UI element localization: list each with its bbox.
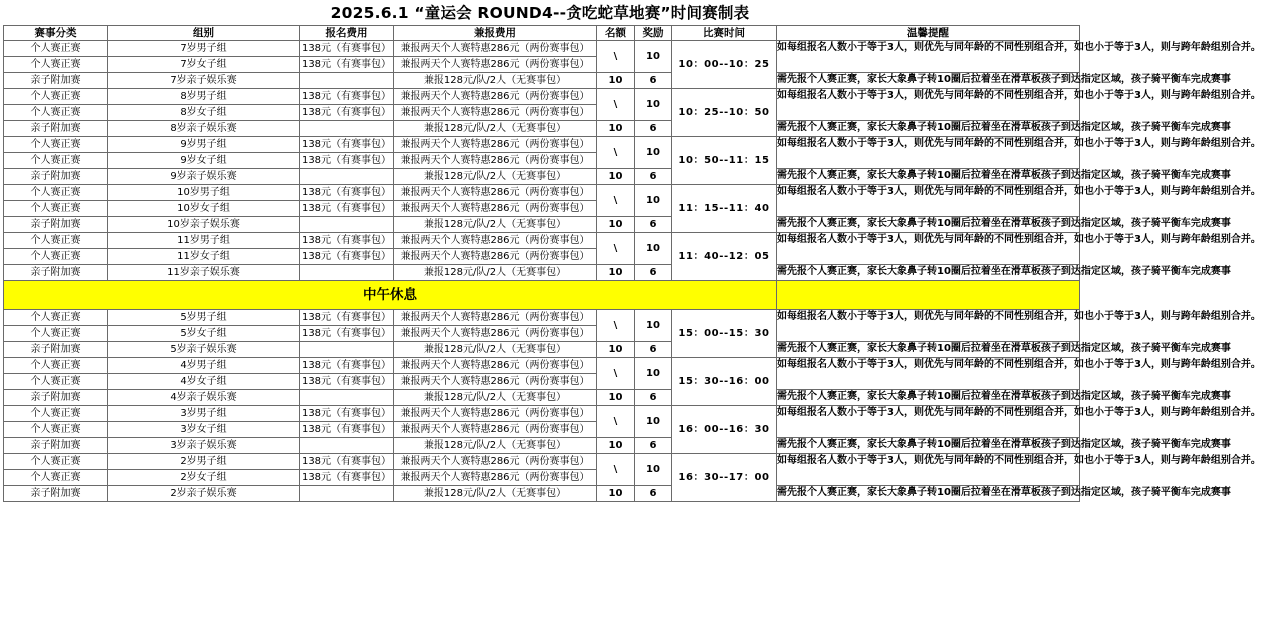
category-cell: 个人赛正赛	[4, 89, 108, 105]
quota-cell: \	[597, 137, 635, 169]
group-cell: 4岁亲子娱乐赛	[108, 390, 300, 406]
extra-fee-cell: 兼报两天个人赛特惠286元（两份赛事包）	[394, 153, 597, 169]
quota-cell: \	[597, 185, 635, 217]
tip-family-cell: 需先报个人赛正赛，家长大象鼻子转10圈后拉着坐在滑草板孩子到达指定区域，孩子骑平衡车完成赛事	[777, 438, 1080, 454]
quota-cell: 10	[597, 390, 635, 406]
table-row	[4, 310, 1080, 326]
table-row	[4, 406, 1080, 422]
reward-cell: 10	[635, 454, 672, 486]
col-header-reward: 奖励	[635, 26, 672, 41]
tip-family-cell: 需先报个人赛正赛，家长大象鼻子转10圈后拉着坐在滑草板孩子到达指定区域，孩子骑平衡车完成赛事	[777, 169, 1080, 185]
group-cell: 10岁女子组	[108, 201, 300, 217]
group-cell: 2岁男子组	[108, 454, 300, 470]
reward-cell: 10	[635, 358, 672, 390]
extra-fee-cell: 兼报128元/队/2人（无赛事包）	[394, 265, 597, 281]
tip-family-cell: 需先报个人赛正赛，家长大象鼻子转10圈后拉着坐在滑草板孩子到达指定区域，孩子骑平衡车完成赛事	[777, 486, 1080, 502]
group-cell: 4岁男子组	[108, 358, 300, 374]
quota-cell: 10	[597, 438, 635, 454]
fee-cell: 138元（有赛事包）	[300, 57, 394, 73]
fee-cell	[300, 486, 394, 502]
fee-cell	[300, 265, 394, 281]
time-cell: 15：30--16：00	[672, 358, 777, 406]
tip-family-cell: 需先报个人赛正赛，家长大象鼻子转10圈后拉着坐在滑草板孩子到达指定区域，孩子骑平衡车完成赛事	[777, 73, 1080, 89]
fee-cell: 138元（有赛事包）	[300, 233, 394, 249]
lunch-break-tip-blank	[777, 281, 1080, 310]
table-row	[4, 358, 1080, 374]
category-cell: 个人赛正赛	[4, 470, 108, 486]
tip-family-cell: 需先报个人赛正赛，家长大象鼻子转10圈后拉着坐在滑草板孩子到达指定区域，孩子骑平衡车完成赛事	[777, 342, 1080, 358]
quota-cell: \	[597, 358, 635, 390]
group-cell: 9岁男子组	[108, 137, 300, 153]
category-cell: 个人赛正赛	[4, 406, 108, 422]
quota-cell: \	[597, 89, 635, 121]
quota-cell: 10	[597, 265, 635, 281]
time-cell: 15：00--15：30	[672, 310, 777, 358]
time-cell: 11：15--11：40	[672, 185, 777, 233]
tip-individual-cell: 如每组报名人数小于等于3人，则优先与同年龄的不同性别组合并，如也小于等于3人，则与跨年龄组别合并。	[777, 137, 1080, 169]
extra-fee-cell: 兼报两天个人赛特惠286元（两份赛事包）	[394, 57, 597, 73]
tip-family-cell: 需先报个人赛正赛，家长大象鼻子转10圈后拉着坐在滑草板孩子到达指定区域，孩子骑平衡车完成赛事	[777, 121, 1080, 137]
group-cell: 8岁男子组	[108, 89, 300, 105]
fee-cell	[300, 169, 394, 185]
col-header-fee: 报名费用	[300, 26, 394, 41]
extra-fee-cell: 兼报128元/队/2人（无赛事包）	[394, 121, 597, 137]
category-cell: 亲子附加赛	[4, 390, 108, 406]
col-header-category: 赛事分类	[4, 26, 108, 41]
fee-cell	[300, 390, 394, 406]
time-cell: 16：00--16：30	[672, 406, 777, 454]
category-cell: 个人赛正赛	[4, 422, 108, 438]
category-cell: 个人赛正赛	[4, 41, 108, 57]
table-row	[4, 137, 1080, 153]
quota-cell: 10	[597, 217, 635, 233]
extra-fee-cell: 兼报两天个人赛特惠286元（两份赛事包）	[394, 185, 597, 201]
category-cell: 个人赛正赛	[4, 233, 108, 249]
reward-cell: 6	[635, 169, 672, 185]
table-row	[4, 41, 1080, 57]
category-cell: 亲子附加赛	[4, 121, 108, 137]
category-cell: 个人赛正赛	[4, 137, 108, 153]
extra-fee-cell: 兼报两天个人赛特惠286元（两份赛事包）	[394, 358, 597, 374]
extra-fee-cell: 兼报128元/队/2人（无赛事包）	[394, 217, 597, 233]
fee-cell	[300, 217, 394, 233]
group-cell: 7岁女子组	[108, 57, 300, 73]
category-cell: 亲子附加赛	[4, 217, 108, 233]
tip-individual-cell: 如每组报名人数小于等于3人，则优先与同年龄的不同性别组合并，如也小于等于3人，则与跨年龄组别合并。	[777, 310, 1080, 342]
extra-fee-cell: 兼报128元/队/2人（无赛事包）	[394, 73, 597, 89]
extra-fee-cell: 兼报两天个人赛特惠286元（两份赛事包）	[394, 454, 597, 470]
category-cell: 个人赛正赛	[4, 374, 108, 390]
group-cell: 3岁女子组	[108, 422, 300, 438]
fee-cell: 138元（有赛事包）	[300, 137, 394, 153]
extra-fee-cell: 兼报两天个人赛特惠286元（两份赛事包）	[394, 249, 597, 265]
extra-fee-cell: 兼报128元/队/2人（无赛事包）	[394, 169, 597, 185]
fee-cell: 138元（有赛事包）	[300, 310, 394, 326]
col-header-tips: 温馨提醒	[777, 26, 1080, 41]
tip-individual-cell: 如每组报名人数小于等于3人，则优先与同年龄的不同性别组合并，如也小于等于3人，则与跨年龄组别合并。	[777, 406, 1080, 438]
fee-cell: 138元（有赛事包）	[300, 422, 394, 438]
quota-cell: 10	[597, 73, 635, 89]
reward-cell: 6	[635, 121, 672, 137]
reward-cell: 10	[635, 89, 672, 121]
category-cell: 亲子附加赛	[4, 73, 108, 89]
group-cell: 5岁男子组	[108, 310, 300, 326]
quota-cell: 10	[597, 486, 635, 502]
tip-family-cell: 需先报个人赛正赛，家长大象鼻子转10圈后拉着坐在滑草板孩子到达指定区域，孩子骑平衡车完成赛事	[777, 265, 1080, 281]
extra-fee-cell: 兼报两天个人赛特惠286元（两份赛事包）	[394, 374, 597, 390]
group-cell: 3岁亲子娱乐赛	[108, 438, 300, 454]
group-cell: 10岁男子组	[108, 185, 300, 201]
extra-fee-cell: 兼报两天个人赛特惠286元（两份赛事包）	[394, 326, 597, 342]
quota-cell: \	[597, 41, 635, 73]
col-header-group: 组别	[108, 26, 300, 41]
fee-cell: 138元（有赛事包）	[300, 89, 394, 105]
category-cell: 个人赛正赛	[4, 185, 108, 201]
extra-fee-cell: 兼报两天个人赛特惠286元（两份赛事包）	[394, 137, 597, 153]
col-header-quota: 名额	[597, 26, 635, 41]
reward-cell: 6	[635, 73, 672, 89]
quota-cell: \	[597, 310, 635, 342]
group-cell: 7岁亲子娱乐赛	[108, 73, 300, 89]
reward-cell: 10	[635, 233, 672, 265]
group-cell: 2岁亲子娱乐赛	[108, 486, 300, 502]
fee-cell	[300, 438, 394, 454]
schedule-table	[3, 25, 1261, 502]
category-cell: 个人赛正赛	[4, 358, 108, 374]
reward-cell: 6	[635, 390, 672, 406]
tip-individual-cell: 如每组报名人数小于等于3人，则优先与同年龄的不同性别组合并，如也小于等于3人，则与跨年龄组别合并。	[777, 185, 1080, 217]
group-cell: 2岁女子组	[108, 470, 300, 486]
category-cell: 个人赛正赛	[4, 201, 108, 217]
group-cell: 5岁亲子娱乐赛	[108, 342, 300, 358]
reward-cell: 10	[635, 41, 672, 73]
tip-family-cell: 需先报个人赛正赛，家长大象鼻子转10圈后拉着坐在滑草板孩子到达指定区域，孩子骑平衡车完成赛事	[777, 217, 1080, 233]
category-cell: 个人赛正赛	[4, 57, 108, 73]
fee-cell: 138元（有赛事包）	[300, 153, 394, 169]
fee-cell: 138元（有赛事包）	[300, 406, 394, 422]
fee-cell: 138元（有赛事包）	[300, 41, 394, 57]
fee-cell: 138元（有赛事包）	[300, 454, 394, 470]
extra-fee-cell: 兼报两天个人赛特惠286元（两份赛事包）	[394, 233, 597, 249]
category-cell: 个人赛正赛	[4, 326, 108, 342]
category-cell: 亲子附加赛	[4, 342, 108, 358]
fee-cell: 138元（有赛事包）	[300, 249, 394, 265]
extra-fee-cell: 兼报两天个人赛特惠286元（两份赛事包）	[394, 406, 597, 422]
reward-cell: 10	[635, 310, 672, 342]
table-row	[4, 233, 1080, 249]
extra-fee-cell: 兼报128元/队/2人（无赛事包）	[394, 486, 597, 502]
quota-cell: 10	[597, 342, 635, 358]
col-header-time: 比赛时间	[672, 26, 777, 41]
col-header-extra-fee: 兼报费用	[394, 26, 597, 41]
group-cell: 5岁女子组	[108, 326, 300, 342]
table-row	[4, 454, 1080, 470]
group-cell: 11岁男子组	[108, 233, 300, 249]
time-cell: 11：40--12：05	[672, 233, 777, 281]
reward-cell: 10	[635, 137, 672, 169]
extra-fee-cell: 兼报两天个人赛特惠286元（两份赛事包）	[394, 201, 597, 217]
group-cell: 7岁男子组	[108, 41, 300, 57]
extra-fee-cell: 兼报两天个人赛特惠286元（两份赛事包）	[394, 422, 597, 438]
category-cell: 亲子附加赛	[4, 169, 108, 185]
reward-cell: 6	[635, 438, 672, 454]
group-cell: 10岁亲子娱乐赛	[108, 217, 300, 233]
extra-fee-cell: 兼报128元/队/2人（无赛事包）	[394, 342, 597, 358]
quota-cell: \	[597, 454, 635, 486]
quota-cell: 10	[597, 121, 635, 137]
lunch-break-label: 中午休息	[4, 281, 777, 310]
reward-cell: 10	[635, 406, 672, 438]
group-cell: 3岁男子组	[108, 406, 300, 422]
extra-fee-cell: 兼报128元/队/2人（无赛事包）	[394, 390, 597, 406]
category-cell: 个人赛正赛	[4, 454, 108, 470]
category-cell: 个人赛正赛	[4, 153, 108, 169]
group-cell: 9岁亲子娱乐赛	[108, 169, 300, 185]
extra-fee-cell: 兼报128元/队/2人（无赛事包）	[394, 438, 597, 454]
extra-fee-cell: 兼报两天个人赛特惠286元（两份赛事包）	[394, 310, 597, 326]
fee-cell	[300, 121, 394, 137]
table-row	[4, 185, 1080, 201]
extra-fee-cell: 兼报两天个人赛特惠286元（两份赛事包）	[394, 105, 597, 121]
category-cell: 个人赛正赛	[4, 310, 108, 326]
extra-fee-cell: 兼报两天个人赛特惠286元（两份赛事包）	[394, 470, 597, 486]
fee-cell	[300, 342, 394, 358]
time-cell: 10：00--10：25	[672, 41, 777, 89]
extra-fee-cell: 兼报两天个人赛特惠286元（两份赛事包）	[394, 41, 597, 57]
fee-cell	[300, 73, 394, 89]
group-cell: 9岁女子组	[108, 153, 300, 169]
tip-individual-cell: 如每组报名人数小于等于3人，则优先与同年龄的不同性别组合并，如也小于等于3人，则与跨年龄组别合并。	[777, 233, 1080, 265]
category-cell: 亲子附加赛	[4, 265, 108, 281]
time-cell: 16：30--17：00	[672, 454, 777, 502]
lunch-break-row	[4, 281, 1080, 310]
schedule-body	[4, 26, 1261, 502]
fee-cell: 138元（有赛事包）	[300, 470, 394, 486]
reward-cell: 6	[635, 265, 672, 281]
tip-individual-cell: 如每组报名人数小于等于3人，则优先与同年龄的不同性别组合并，如也小于等于3人，则与跨年龄组别合并。	[777, 41, 1080, 73]
group-cell: 11岁亲子娱乐赛	[108, 265, 300, 281]
reward-cell: 10	[635, 185, 672, 217]
quota-cell: 10	[597, 169, 635, 185]
category-cell: 个人赛正赛	[4, 105, 108, 121]
time-cell: 10：25--10：50	[672, 89, 777, 137]
reward-cell: 6	[635, 486, 672, 502]
tip-individual-cell: 如每组报名人数小于等于3人，则优先与同年龄的不同性别组合并，如也小于等于3人，则与跨年龄组别合并。	[777, 358, 1080, 390]
fee-cell: 138元（有赛事包）	[300, 326, 394, 342]
tip-individual-cell: 如每组报名人数小于等于3人，则优先与同年龄的不同性别组合并，如也小于等于3人，则与跨年龄组别合并。	[777, 89, 1080, 121]
reward-cell: 6	[635, 217, 672, 233]
extra-fee-cell: 兼报两天个人赛特惠286元（两份赛事包）	[394, 89, 597, 105]
tip-family-cell: 需先报个人赛正赛，家长大象鼻子转10圈后拉着坐在滑草板孩子到达指定区域，孩子骑平衡车完成赛事	[777, 390, 1080, 406]
tip-individual-cell: 如每组报名人数小于等于3人，则优先与同年龄的不同性别组合并，如也小于等于3人，则与跨年龄组别合并。	[777, 454, 1080, 486]
fee-cell: 138元（有赛事包）	[300, 358, 394, 374]
fee-cell: 138元（有赛事包）	[300, 201, 394, 217]
category-cell: 亲子附加赛	[4, 438, 108, 454]
table-row	[4, 89, 1080, 105]
fee-cell: 138元（有赛事包）	[300, 374, 394, 390]
time-cell: 10：50--11：15	[672, 137, 777, 185]
quota-cell: \	[597, 233, 635, 265]
category-cell: 个人赛正赛	[4, 249, 108, 265]
fee-cell: 138元（有赛事包）	[300, 105, 394, 121]
quota-cell: \	[597, 406, 635, 438]
group-cell: 8岁亲子娱乐赛	[108, 121, 300, 137]
group-cell: 4岁女子组	[108, 374, 300, 390]
category-cell: 亲子附加赛	[4, 486, 108, 502]
page-title: 2025.6.1 “童运会 ROUND4--贪吃蛇草地赛”时间赛制表	[330, 4, 750, 22]
fee-cell: 138元（有赛事包）	[300, 185, 394, 201]
group-cell: 8岁女子组	[108, 105, 300, 121]
reward-cell: 6	[635, 342, 672, 358]
header-row	[4, 26, 1080, 41]
group-cell: 11岁女子组	[108, 249, 300, 265]
